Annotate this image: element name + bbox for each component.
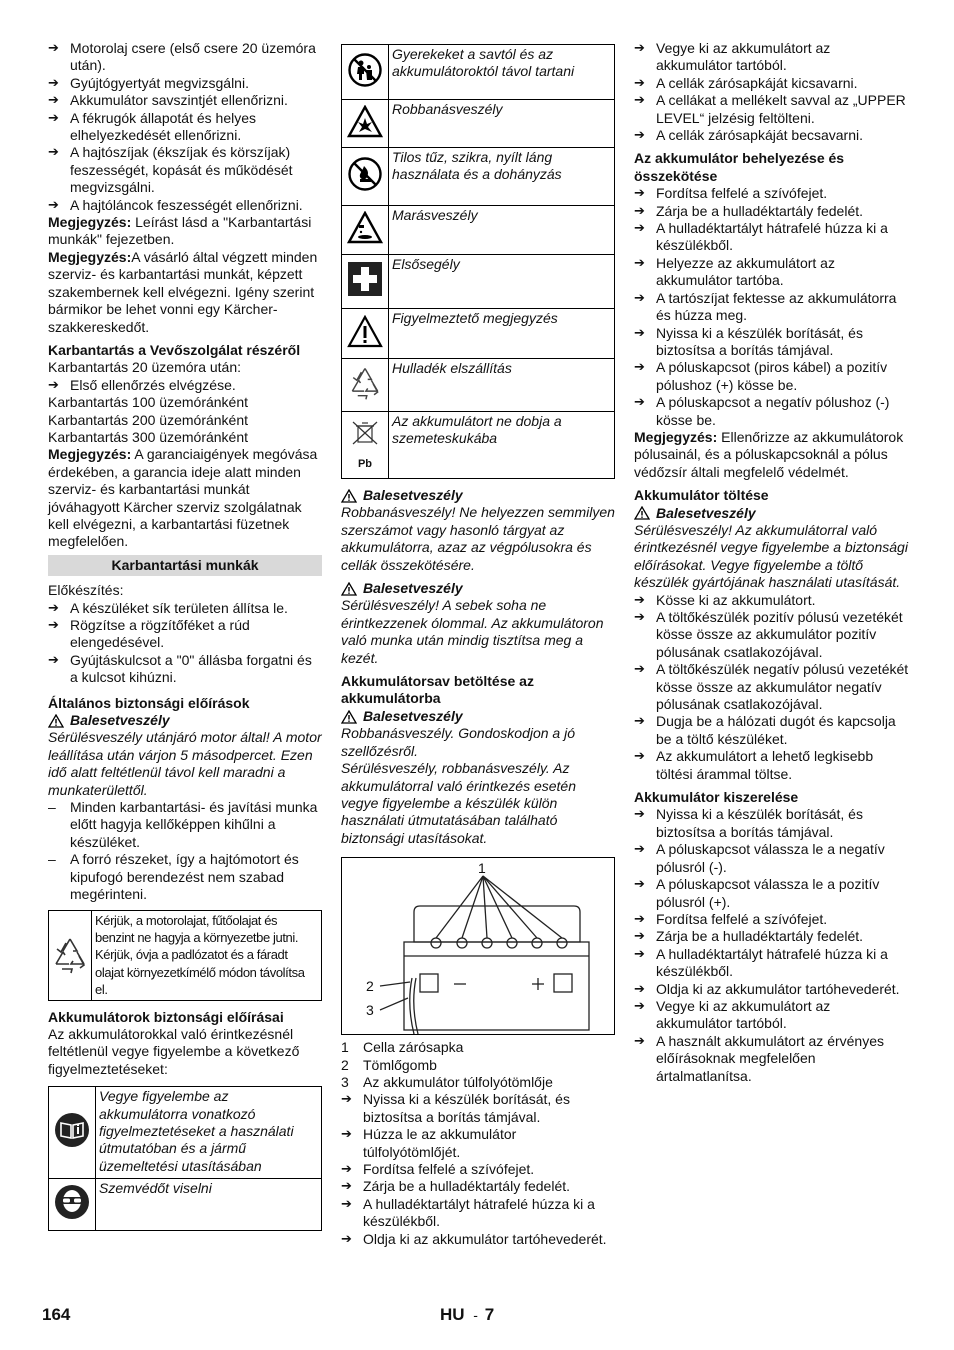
list-item: ➔ Rögzítse a rögzítőféket a rúd elengedésével. xyxy=(48,617,322,652)
note-text: Leírást lásd a "Karbantartási munkák" fejezetben. xyxy=(48,214,312,248)
symbol-text: Robbanásveszély xyxy=(389,100,615,148)
warning-triangle-icon xyxy=(341,582,357,596)
list-item: ➔ A cellákat a mellékelt savval az „UPPER LEVEL“ jelzésig feltölteni. xyxy=(634,92,909,127)
list-item: ➔ A használt akkumulátort az érvényes előírásoknak megfelelően ártalmatlanítsa. xyxy=(634,1033,909,1085)
legend-item: 3 Az akkumulátor túlfolyótömlője xyxy=(341,1073,553,1090)
warning-heading xyxy=(341,708,615,725)
list-item: ➔ Zárja be a hulladéktartály fedelét. xyxy=(341,1178,615,1195)
list-item: ➔ A póluskapcsot (piros kábel) a pozitív pólushoz (+) kösse be. xyxy=(634,359,909,394)
table-row xyxy=(342,412,615,479)
note-paragraph xyxy=(48,249,322,336)
battery-figure xyxy=(341,857,615,1035)
list-item: ➔ Akkumulátor savszintjét ellenőrizni. xyxy=(48,92,322,109)
list-item: ➔ Oldja ki az akkumulátor tartóhevederét. xyxy=(341,1231,615,1248)
table-row xyxy=(342,359,615,412)
list-item: ➔ Fordítsa felfelé a szívófejet. xyxy=(634,185,909,202)
list-item: ➔ A hajtószíjak (ékszíjak és körszíjak) feszességét, kopását és működését megvizsgálni. xyxy=(48,144,322,196)
note-label: Megjegyzés: xyxy=(48,214,132,231)
recycle-icon-cell xyxy=(49,911,92,1000)
symbol-table xyxy=(341,44,615,479)
warning-label: Balesetveszély xyxy=(363,580,463,597)
page-locale-label xyxy=(440,1306,494,1324)
section-heading: Akkumulátorok biztonsági előírásai xyxy=(48,1008,284,1025)
note-label: Megjegyzés: xyxy=(48,446,132,463)
warning-text: Robbanásveszély. Gondoskodjon a jó szellőzésről. xyxy=(341,725,576,759)
list-item: ➔ Nyissa ki a készülék borítását, és biztosítsa a borítás támjával. xyxy=(341,1091,615,1126)
corrosion-hazard-icon xyxy=(347,211,383,244)
warning-heading xyxy=(341,580,615,597)
warning-triangle-icon xyxy=(634,506,650,520)
list-item: ➔ A hajtóláncok feszességét ellenőrizni. xyxy=(48,197,322,214)
section-page-number: 7 xyxy=(484,1305,495,1324)
note-text: Kérjük, a motorolajat, fűtőolajat és benzint ne hagyja a környezetbe jutni. Kérjük, óvja a padlózatot és a fáradt olajat környezetkímélő módon távolítsa el. xyxy=(95,912,305,998)
list-item: ➔ Az akkumulátort a lehető legkisebb töltési árammal töltse. xyxy=(634,748,909,783)
table-row xyxy=(342,100,615,148)
section-heading: Akkumulátor töltése xyxy=(634,487,769,504)
warning-triangle-icon xyxy=(341,489,357,503)
warning-label: Balesetveszély xyxy=(656,504,756,521)
manual-book-icon xyxy=(54,1112,90,1148)
list-item: ➔ Fordítsa felfelé a szívófejet. xyxy=(634,911,909,928)
note-label: Megjegyzés: xyxy=(634,428,718,445)
warning-text: Sérülésveszély utánjáró motor által! A motor leállítása után várjon 5 másodpercet. Ezen idő alatt feltétlenül távol kell maradni a munkaterülettől. xyxy=(48,729,322,798)
column-left xyxy=(48,40,322,1231)
figure-callout-3: 3 xyxy=(366,1002,374,1019)
symbol-text: Szemvédőt viselni xyxy=(96,1179,322,1231)
note-text: A vásárló által végzett minden szerviz- és karbantartási munkát, képzett szakembernek kell elvégezni. Igény szerint bármikor be lehet vonni egy Kärcher-szakkereskedőt. xyxy=(48,248,318,335)
no-fire-icon xyxy=(347,156,383,192)
warning-text: Sérülésveszély! A sebek soha ne érintkezzenek ólommal. Az akkumulátoron való munka után mindig tisztítsa meg a kezét. xyxy=(341,597,604,666)
list-item: ➔ A póluskapcsot válassza le a pozitív pólusról (+). xyxy=(634,876,909,911)
figure-callout-2: 2 xyxy=(366,978,374,995)
warning-heading xyxy=(341,487,615,504)
paragraph: Karbantartás 20 üzemóra után: xyxy=(48,359,242,376)
list-item: ➔ A póluskapcsot válassza le a negatív pólusról (-). xyxy=(634,841,909,876)
warning-triangle-icon xyxy=(341,710,357,724)
crossed-bin-icon xyxy=(350,420,380,454)
list-item: ➔ Első ellenőrzés elvégzése. xyxy=(48,377,322,394)
section-heading: Akkumulátor kiszerelése xyxy=(634,789,799,806)
column-right xyxy=(634,40,909,1085)
list-item: ➔ A hulladéktartályt hátrafelé húzza ki a készülékből. xyxy=(341,1196,615,1231)
environment-note-box xyxy=(48,910,322,1001)
list-item: ➔ Kösse ki az akkumulátort. xyxy=(634,592,909,609)
paragraph: Az akkumulátorokkal való érintkezésnél feltétlenül vegye figyelembe a következő figyelmeztetéseket: xyxy=(48,1025,300,1077)
list-item: ➔ Helyezze az akkumulátort az akkumulátor tartóba. xyxy=(634,255,909,290)
list-item: ➔ A hulladéktartályt hátrafelé húzza ki a készülékből. xyxy=(634,946,909,981)
list-item: ➔ Vegye ki az akkumulátort az akkumulátor tartóból. xyxy=(634,40,909,75)
paragraph: Karbantartás 300 üzemóránként xyxy=(48,428,249,445)
list-item: ➔ A hulladéktartályt hátrafelé húzza ki a készülékből. xyxy=(634,220,909,255)
paragraph: Karbantartás 200 üzemóránként xyxy=(48,411,249,428)
table-row xyxy=(49,1087,322,1179)
table-row xyxy=(342,309,615,359)
battery-illustration xyxy=(342,858,614,1034)
list-item: ➔ Dugja be a hálózati dugót és kapcsolja be a töltő készüléket. xyxy=(634,713,909,748)
note-text: A garanciaigények megóvása érdekében, a garancia ideje alatt minden szerviz- és karbantartási munkát jóváhagyott Kärcher szerviz szolgálatnak kell elvégezni, a karbantartási füzetnek megfelelően. xyxy=(48,446,318,550)
separator: - xyxy=(473,1307,478,1323)
section-heading: Az akkumulátor behelyezése és összekötése xyxy=(634,150,845,184)
symbol-text: Gyerekeket a savtól és az akkumulátoroktól távol tartani xyxy=(389,45,615,100)
list-item: ➔ Motorolaj csere (első csere 20 üzemóra után). xyxy=(48,40,322,75)
legend-item: 1 Cella zárósapka xyxy=(341,1039,464,1056)
symbol-text: Marásveszély xyxy=(389,206,615,255)
table-row xyxy=(49,1179,322,1231)
paragraph: Karbantartás 100 üzemóránként xyxy=(48,394,249,411)
warning-heading xyxy=(48,712,322,729)
warning-triangle-icon xyxy=(48,714,64,728)
legend-item: 2 Tömlőgomb xyxy=(341,1056,437,1073)
list-item: ➔ Nyissa ki a készülék borítását, és biztosítsa a borítás támjával. xyxy=(634,806,909,841)
warning-text: Robbanásveszély! Ne helyezzen semmilyen szerszámot vagy hasonló tárgyat az akkumulátorra, azaz az végpólusokra és cellák összekötésére. xyxy=(341,504,615,573)
list-item: ➔ Fordítsa felfelé a szívófejet. xyxy=(341,1161,615,1178)
list-item: ➔ A töltőkészülék pozitív pólusú vezetékét kösse össze az akkumulátor pozitív pólusának csatlakozójával. xyxy=(634,609,909,661)
symbol-text: Figyelmeztető megjegyzés xyxy=(389,309,615,359)
section-heading: Általános biztonsági előírások xyxy=(48,694,250,711)
list-item: ➔ Húzza le az akkumulátor túlfolyótömlőjét. xyxy=(341,1126,615,1161)
note-text: Ellenőrizze az akkumulátorok pólusainál, és a póluskapcsoknál a pólus védőzsír általi megfelelő védelmét. xyxy=(634,428,904,480)
list-item: – Minden karbantartási- és javítási munka előtt hagyja kellőképpen kihűlni a készüléket. xyxy=(48,799,322,851)
section-heading: Akkumulátorsav betöltése az akkumulátorba xyxy=(341,673,534,707)
explosion-hazard-icon xyxy=(347,105,383,138)
list-item: ➔ A készüléket sík területen állítsa le. xyxy=(48,600,322,617)
warning-triangle-icon xyxy=(347,315,383,348)
warning-label: Balesetveszély xyxy=(363,707,463,724)
warning-text: Sérülésveszély! Az akkumulátorral való érintkezésnél vegye figyelembe a biztonsági előírásokat. Vegye figyelembe a töltő készülék gyártójának használati utasítását. xyxy=(634,521,908,591)
warning-text: Sérülésveszély, robbanásveszély. Az akkumulátorral való érintkezés esetén vegye figyelembe a készülék külön használati útmutatásában található biztonsági utasításokat. xyxy=(341,760,577,846)
figure-callout-1: 1 xyxy=(478,860,486,877)
table-row xyxy=(342,45,615,100)
chapter-heading: Karbantartási munkák xyxy=(48,555,322,576)
keep-away-children-icon xyxy=(347,52,383,88)
eye-protection-icon xyxy=(54,1184,90,1220)
symbol-text: Tilos tűz, szikra, nyílt láng használata és a dohányzás xyxy=(389,148,615,206)
recycle-icon xyxy=(346,364,384,402)
list-item: ➔ A póluskapcsot a negatív pólushoz (-) kösse be. xyxy=(634,394,909,429)
table-row xyxy=(342,148,615,206)
note-paragraph xyxy=(48,214,322,249)
language-code: HU xyxy=(440,1305,465,1324)
table-row xyxy=(342,255,615,309)
list-item: ➔ Nyissa ki a készülék borítását, és biztosítsa a borítás támjával. xyxy=(634,325,909,360)
warning-label: Balesetveszély xyxy=(363,487,463,503)
list-item: ➔ A tartószíjat fektesse az akkumulátorra és húzza meg. xyxy=(634,290,909,325)
section-heading: Karbantartás a Vevőszolgálat részéről xyxy=(48,341,301,358)
list-item: ➔ Zárja be a hulladéktartály fedelét. xyxy=(634,928,909,945)
list-item: ➔ Gyújtógyertyát megvizsgálni. xyxy=(48,75,322,92)
symbol-text: Vegye figyelembe az akkumulátorra vonatkozó figyelmeztetéseket a használati útmutatóban és a jármű üzemeltetési utasításában xyxy=(96,1087,322,1179)
lead-label: Pb xyxy=(357,458,373,471)
page-number: 164 xyxy=(42,1305,71,1324)
column-middle xyxy=(341,44,615,1248)
list-item: – A forró részeket, így a hajtómotort és kipufogó berendezést nem szabad megérinteni. xyxy=(48,851,322,903)
note-paragraph xyxy=(634,429,909,481)
list-item: ➔ A töltőkészülék negatív pólusú vezetékét kösse össze az akkumulátor negatív pólusának csatlakozójával. xyxy=(634,661,909,713)
list-item: ➔ Gyújtáskulcsot a "0" állásba forgatni és a kulcsot kihúzni. xyxy=(48,652,322,687)
symbol-text: Hulladék elszállítás xyxy=(389,359,615,412)
list-item: ➔ Oldja ki az akkumulátor tartóhevederét. xyxy=(634,981,909,998)
symbol-table xyxy=(48,1086,322,1231)
recycle-icon xyxy=(49,934,91,976)
list-item: ➔ Zárja be a hulladéktartály fedelét. xyxy=(634,203,909,220)
warning-label: Balesetveszély xyxy=(70,712,170,729)
list-item: ➔ A fékrugók állapotát és helyes elhelyezkedését ellenőrizni. xyxy=(48,110,322,145)
paragraph: Előkészítés: xyxy=(48,582,124,599)
note-paragraph xyxy=(48,446,322,550)
table-row xyxy=(342,206,615,255)
symbol-text: Az akkumulátort ne dobja a szemeteskukába xyxy=(389,412,615,479)
warning-heading xyxy=(634,505,909,522)
list-item: ➔ A cellák zárósapkáját kicsavarni. xyxy=(634,75,909,92)
list-item: ➔ Vegye ki az akkumulátort az akkumulátor tartóból. xyxy=(634,998,909,1033)
first-aid-icon xyxy=(347,261,383,297)
list-item: ➔ A cellák zárósapkáját becsavarni. xyxy=(634,127,909,144)
note-label: Megjegyzés: xyxy=(48,248,132,265)
symbol-text: Elsősegély xyxy=(389,255,615,309)
